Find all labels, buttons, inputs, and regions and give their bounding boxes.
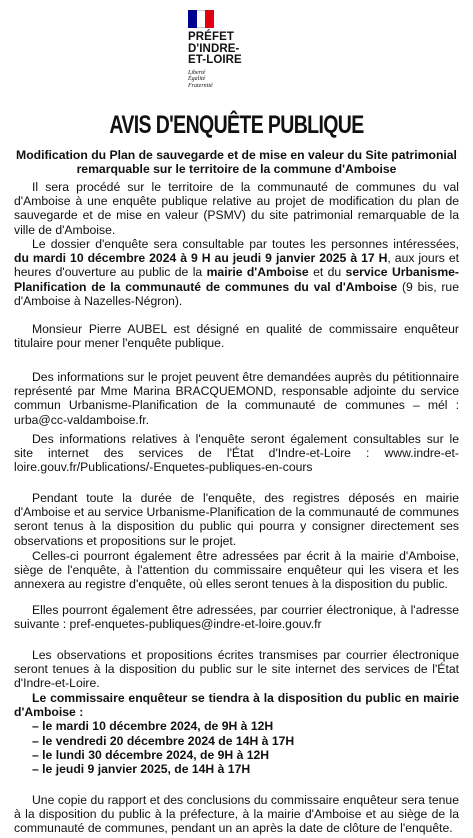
paragraph-permanences: Le commissaire enquêteur se tiendra à la disposition du public en mairie d'Amboise : – le mardi 10 décembre 2024, de 9H à 12H – le vendredi 20 décembre 2024 de 14H à 17H – le lundi 30 décembre 2024, de 9H à 12H – le jeudi 9 janvier 2025, de 14H à 17H bbox=[14, 691, 459, 777]
schedule-item: – le jeudi 9 janvier 2025, de 14H à 17H bbox=[32, 762, 251, 777]
notice-subtitle: Modification du Plan de sauvegarde et de mise en valeur du Site patrimonial remarquable sur le territoire de la commune d'Amboise bbox=[16, 148, 457, 177]
prefecture-logo bbox=[176, 10, 296, 89]
schedule-item: – le lundi 30 décembre 2024, de 9H à 12H bbox=[32, 747, 270, 762]
schedule-item: – le vendredi 20 décembre 2024 de 14H à 17H bbox=[32, 733, 295, 748]
schedule-item: – le mardi 10 décembre 2024, de 9H à 12H bbox=[32, 719, 274, 734]
paragraph-dossier: Le dossier d'enquête sera consultable par toutes les personnes intéressées, du mardi 10 décembre 2024 à 9 H au jeudi 9 janvier 2025 à 17 H, aux jours et heures d'ouverture au public de la mairie d'Amboise et du service Urbanisme-Planification de la communauté de communes du val d'Amboise (9 bis, rue d'Amboise à Nazelles-Négron). bbox=[14, 237, 459, 308]
paragraph-rapport: Une copie du rapport et des conclusions du commissaire enquêteur sera tenue à la disposition du public à la préfecture, à la mairie d'Amboise et au siège de la communauté de communes, pendant un an après la date de clôture de l'enquête. bbox=[14, 793, 459, 836]
french-flag-icon bbox=[188, 10, 214, 28]
republic-motto: Liberté Égalité Fraternité bbox=[188, 69, 213, 89]
paragraph-site-internet: Des informations relatives à l'enquête seront également consultables sur le site internet des services de l'État d'Indre-et-Loire : www.indre-et-loire.gouv.fr/Publications/-Enquetes-publiques-en-cours bbox=[14, 432, 459, 475]
prefecture-name: PRÉFET D'INDRE- ET-LOIRE bbox=[188, 31, 242, 66]
paragraph-email: Elles pourront également être adressées, par courrier électronique, à l'adresse suivante : pref-enquetes-publiques@indre-et-loire.gouv.fr bbox=[14, 603, 459, 632]
paragraph-observations: Les observations et propositions écrites transmises par courrier électronique seront tenues à la disposition du public sur le site internet des services de l'État d'Indre-et-Loire. bbox=[14, 648, 459, 691]
notice-title: AVIS D'ENQUÊTE PUBLIQUE bbox=[109, 111, 364, 139]
paragraph-commissaire: Monsieur Pierre AUBEL est désigné en qualité de commissaire enquêteur titulaire pour mener l'enquête publique. bbox=[14, 322, 459, 351]
paragraph-informations: Des informations sur le projet peuvent être demandées auprès du pétitionnaire représenté par Mme Marina BRACQUEMOND, responsable adjointe du service commun Urbanisme-Planification de la communauté de communes – mél : urba@cc-valdamboise.fr. bbox=[14, 370, 459, 427]
paragraph-courrier: Celles-ci pourront également être adressées par écrit à la mairie d'Amboise, siège de l'enquête, à l'attention du commissaire enquêteur qui les visera et les annexera au registre d'enquête, où elles seront tenues à la disposition du public. bbox=[14, 549, 459, 592]
paragraph-registres: Pendant toute la durée de l'enquête, des registres déposés en mairie d'Amboise et au service Urbanisme-Planification de la communauté de communes seront tenus à la disposition du public qui pourra y consigner directement ses observations et propositions sur le projet. bbox=[14, 491, 459, 548]
schedule-list bbox=[14, 719, 459, 776]
paragraph-intro: Il sera procédé sur le territoire de la communauté de communes du val d'Amboise à une enquête publique relative au projet de modification du plan de sauvegarde et de mise en valeur (PSMV) du site patrimonial remarquable de la ville de d'Amboise. bbox=[14, 180, 459, 237]
